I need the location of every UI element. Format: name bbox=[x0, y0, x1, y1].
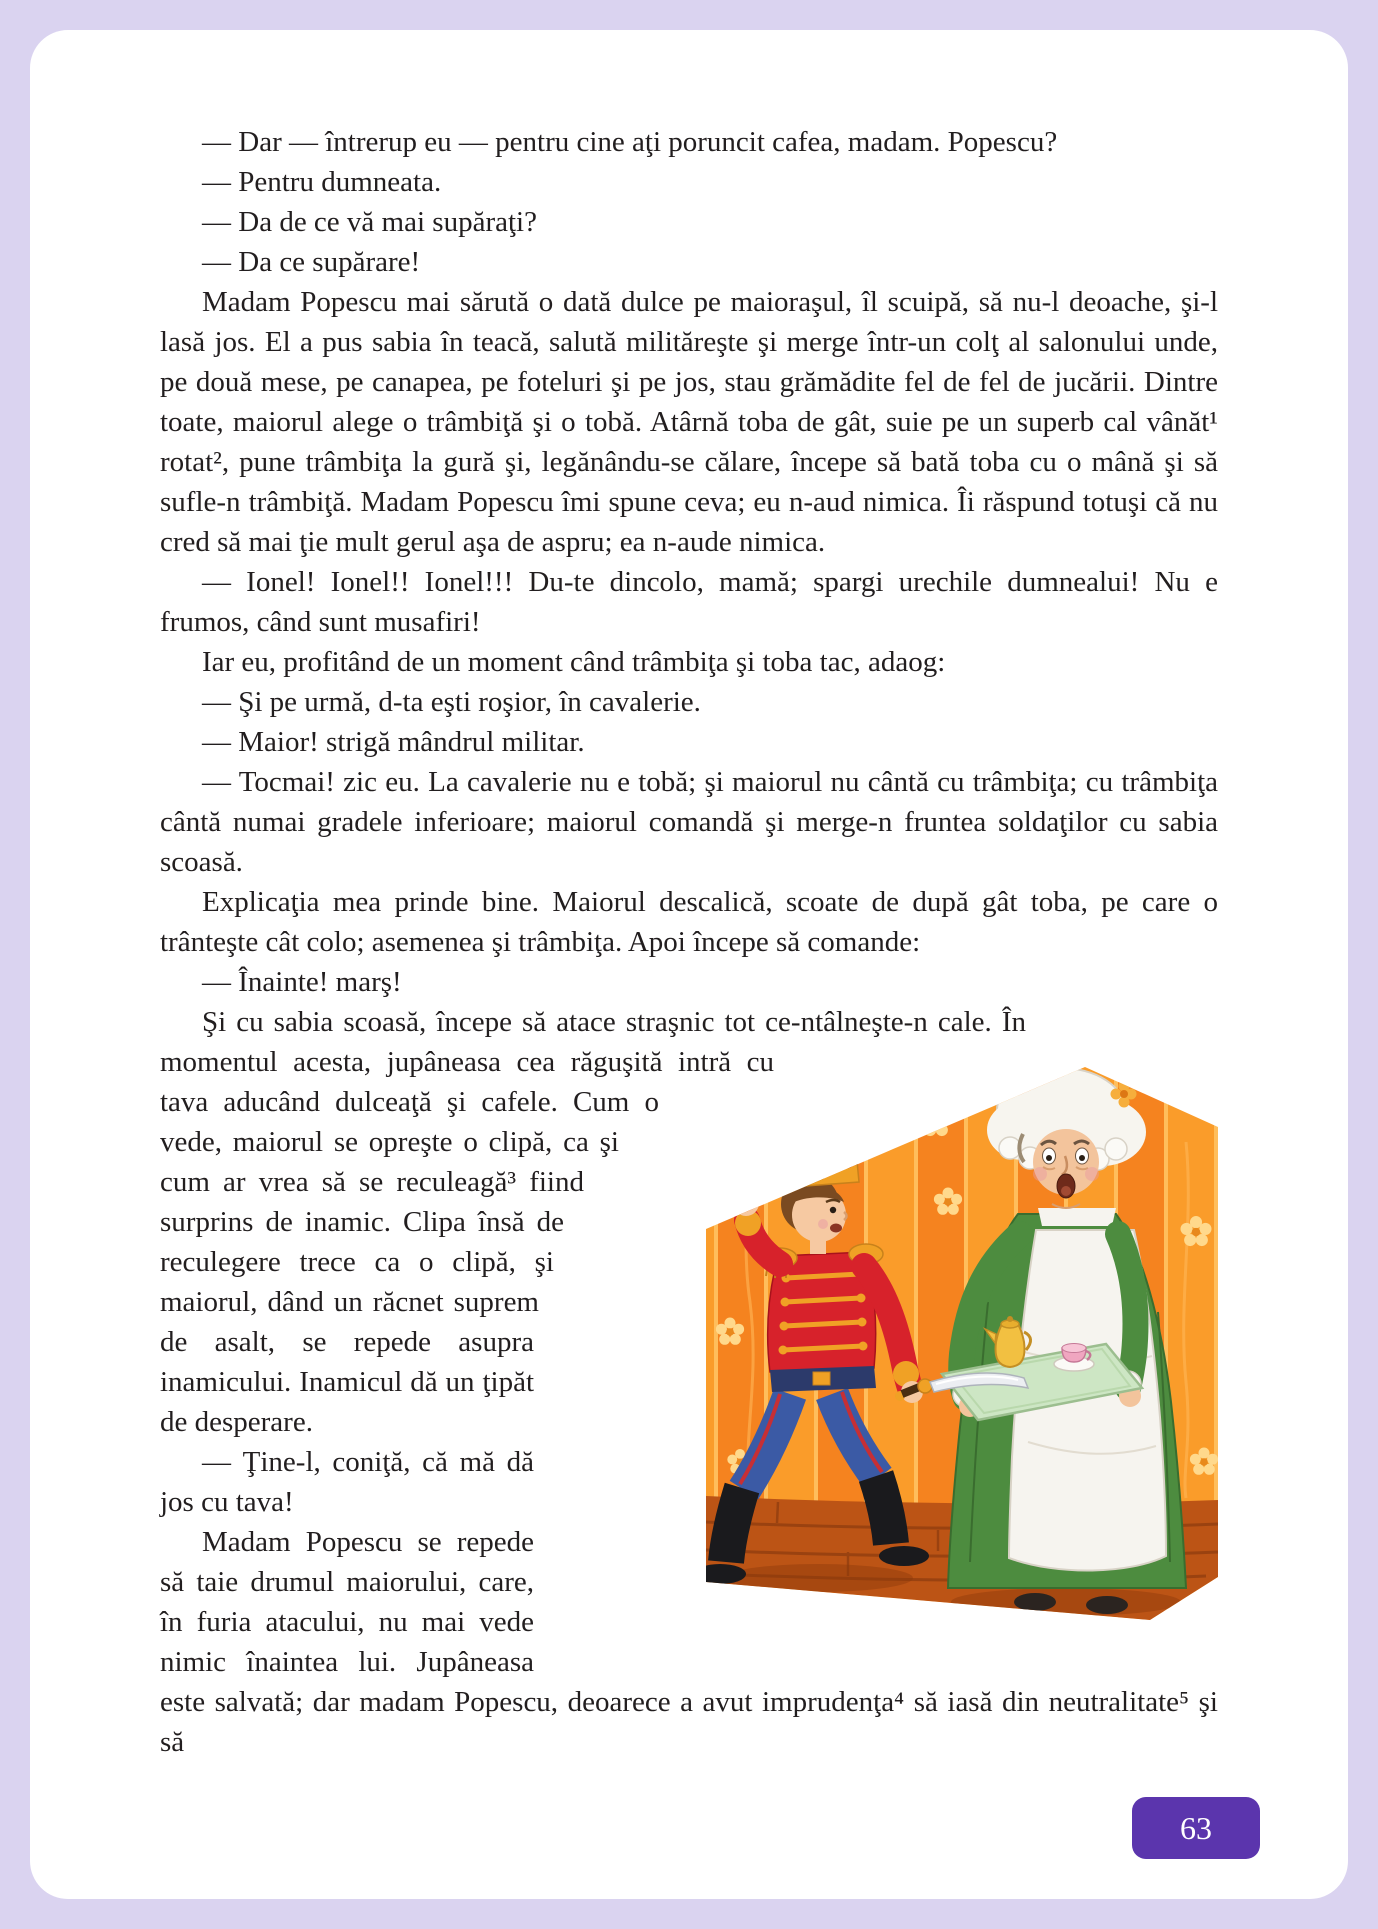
story-paragraph bbox=[160, 1002, 1218, 1442]
story-paragraph: Madam Popescu se repede să taie drumul maiorului, care, în furia atacului, nu mai vede nimic înaintea lui. Jupâneasa este salvată; dar madam Popescu, deoarece a avut imprudenţa⁴ să iasă din neutralitate⁵ şi să bbox=[160, 1526, 1218, 1758]
maid-shoe bbox=[1014, 1593, 1056, 1611]
story-paragraph: — Ionel! Ionel!! Ionel!!! Du-te dincolo, mamă; spargi urechile dumnealui! Nu e frumos, când sunt musafiri! bbox=[160, 566, 1218, 638]
boy-boot bbox=[879, 1546, 929, 1566]
story-paragraph-text: Şi cu sabia scoasă, începe să atace straşnic tot ce-ntâlneşte-n cale. În momentul acesta, jupâneasa cea răguşită intră cu tava aducând dulceaţă şi cafele. Cum o vede, maiorul se opreşte o clipă, ca şi cum ar vrea să se reculeagă³ fiind surprins de inamic. Clipa însă de reculegere trece ca o clipă, şi maiorul, dând un răcnet suprem de asalt, se repede asupra inamicului. Inamicul dă un ţipăt de desperare. bbox=[160, 1006, 1026, 1438]
story-paragraph: — Şi pe urmă, d-ta eşti roşior, în cavalerie. bbox=[202, 686, 701, 718]
story-paragraph: — Da ce supărare! bbox=[202, 246, 421, 278]
story-paragraph: Madam Popescu mai sărută o dată dulce pe maioraşul, îl scuipă, să nu-l deoache, şi-l lasă jos. El a pus sabia în teacă, salută milităreşte şi merge într-un colţ al salonului unde, pe două mese, pe canapea, pe foteluri şi pe jos, stau grămădite fel de fel de jucării. Dintre toate, maiorul alege o trâmbiţă şi o tobă. Atârnă toba de gât, suie pe un superb cal vânăt¹ rotat², pune trâmbiţa la gură şi, legănându-se călare, începe să bată toba cu o mână şi să sufle-n trâmbiţă. Madam Popescu îmi spune ceva; eu n-aud nimica. Îi răspund totuşi că nu cred să mai ţie mult gerul aşa de aspru; ea n-aude nimica. bbox=[160, 286, 1218, 558]
story-paragraph: — Ţine-l, coniţă, că mă dă jos cu tava! bbox=[160, 1446, 534, 1518]
story-paragraph: — Înainte! marş! bbox=[202, 966, 402, 998]
boy-open-hand bbox=[733, 1190, 759, 1216]
story-paragraph: — Da de ce vă mai supăraţi? bbox=[202, 206, 537, 238]
story-paragraph: — Pentru dumneata. bbox=[202, 166, 442, 198]
story-paragraph: Iar eu, profitând de un moment când trâmbiţa şi toba tac, adaog: bbox=[202, 646, 946, 678]
page-number: 63 bbox=[1180, 1809, 1212, 1846]
story-paragraph: — Dar — întrerup eu — pentru cine aţi poruncit cafea, madam. Popescu? bbox=[202, 126, 1058, 158]
story-paragraph: — Tocmai! zic eu. La cavalerie nu e tobă; şi maiorul nu cântă cu trâmbiţa; cu trâmbiţa cântă numai gradele inferioare; maiorul comandă şi merge-n fruntea soldaţilor cu sabia scoasă. bbox=[160, 766, 1218, 878]
story-paragraph: Explicaţia mea prinde bine. Maiorul descalică, scoate de după gât toba, pe care o trânteşte cât colo; asemenea şi trâmbiţa. Apoi începe să comande: bbox=[160, 886, 1218, 958]
story-paragraph: — Maior! strigă mândrul militar. bbox=[202, 726, 585, 758]
page-number-badge bbox=[1132, 1797, 1260, 1859]
boy-boot bbox=[694, 1564, 746, 1584]
book-page bbox=[30, 30, 1348, 1899]
maid-shoe bbox=[1086, 1596, 1128, 1614]
shako-hat bbox=[763, 1098, 859, 1189]
story-text-column bbox=[160, 122, 1218, 1762]
shako-pompon bbox=[765, 1098, 779, 1112]
